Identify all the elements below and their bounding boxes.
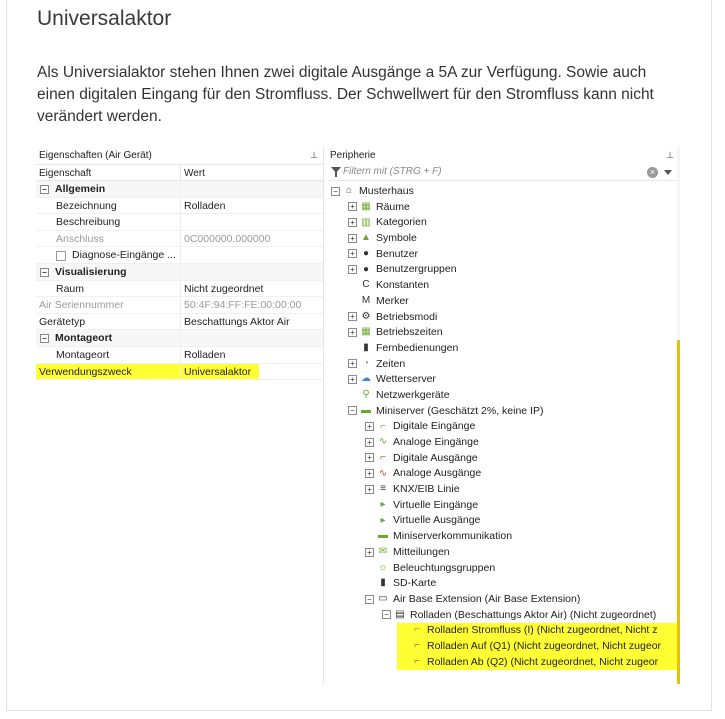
collapse-icon[interactable]: −	[365, 595, 374, 604]
analog-output-icon: ∿	[378, 467, 388, 479]
tree-item[interactable]	[327, 529, 680, 545]
tree-item-label: Analoge Ausgänge	[393, 467, 482, 480]
output-up-icon: ⌐	[414, 640, 420, 652]
expand-icon[interactable]: +	[365, 485, 374, 494]
constants-icon: C	[362, 279, 370, 291]
property-value[interactable]: Rolladen	[184, 199, 226, 212]
tree-item[interactable]	[327, 482, 680, 498]
property-label	[36, 181, 181, 197]
messages-icon: ✉	[378, 546, 388, 558]
expand-icon[interactable]: +	[365, 548, 374, 557]
pin-icon[interactable]: ⊥	[666, 150, 674, 160]
tree-item[interactable]	[327, 608, 680, 624]
communication-icon: ▬	[378, 530, 388, 542]
tree-item[interactable]	[397, 623, 680, 639]
tree-item-label: Virtuelle Ausgänge	[393, 514, 481, 527]
tree-item-label: Kategorien	[376, 216, 427, 229]
collapse-icon[interactable]: −	[40, 334, 49, 343]
property-label-text: Raum	[56, 282, 85, 295]
property-label-text: Montageort	[55, 332, 113, 345]
property-row[interactable]	[36, 347, 324, 364]
property-row[interactable]	[36, 264, 324, 281]
lighting-icon: ☼	[378, 561, 388, 573]
tree-item[interactable]	[327, 200, 680, 216]
rooms-icon: ▦	[361, 200, 371, 212]
flags-icon: M	[361, 295, 371, 307]
property-row[interactable]	[36, 198, 324, 215]
property-label-text: Air Seriennummer	[39, 299, 124, 312]
tree-item[interactable]	[327, 247, 680, 263]
tree-item-label: Beleuchtungsgruppen	[393, 561, 496, 574]
peripherie-header	[327, 147, 680, 164]
tree-item[interactable]	[327, 513, 680, 529]
intro-paragraph: Als Universialaktor stehen Ihnen zwei digitale Ausgänge a 5A zur Verfügung. Sowie auch einen digitalen Eingang für den Stromfluss. Der Schwellwert für den Stromfluss kann nicht verändert werden.	[37, 64, 654, 125]
property-label-text: Allgemein	[55, 183, 106, 195]
calendar-icon: ▦	[361, 326, 371, 338]
tree-item[interactable]	[327, 215, 680, 231]
tree-item[interactable]	[327, 561, 680, 577]
tree-item[interactable]	[327, 262, 680, 278]
tree-item[interactable]	[397, 655, 680, 671]
expand-icon[interactable]: +	[365, 453, 374, 462]
clear-icon[interactable]: ×	[647, 167, 658, 178]
tree-item-label: KNX/EIB Linie	[393, 483, 460, 496]
property-value[interactable]: 0C000000.000000	[184, 232, 271, 245]
property-label	[36, 214, 181, 230]
remote-icon: ▮	[363, 342, 369, 354]
property-row[interactable]	[36, 330, 324, 347]
properties-header	[36, 147, 324, 164]
property-value[interactable]	[181, 181, 324, 197]
tree-item[interactable]	[327, 372, 680, 388]
symbols-icon: ▲	[361, 232, 371, 244]
expand-icon[interactable]: +	[365, 438, 374, 447]
tree-item-label: Benutzergruppen	[376, 263, 457, 276]
tree-item[interactable]	[327, 184, 680, 200]
property-label-text: Bezeichnung	[56, 199, 117, 212]
property-label	[36, 330, 181, 346]
tree-item[interactable]	[327, 466, 680, 482]
property-label	[36, 347, 181, 363]
tree-item-label: Betriebszeiten	[376, 326, 443, 339]
property-value[interactable]: Universalaktor	[181, 364, 259, 380]
digital-output-icon: ⌐	[380, 451, 386, 463]
property-label	[36, 247, 181, 263]
expand-icon[interactable]: +	[365, 422, 374, 431]
expand-icon[interactable]: +	[348, 265, 357, 274]
tree-item[interactable]	[327, 278, 680, 294]
expand-icon[interactable]: +	[348, 218, 357, 227]
property-value[interactable]: 50:4F:94:FF:FE:00:00:00	[184, 299, 302, 312]
property-label-text: Gerätetyp	[39, 315, 86, 328]
properties-grid	[36, 181, 324, 380]
scrollbar-thumb[interactable]	[677, 340, 680, 684]
tree-item-label: Konstanten	[376, 279, 430, 292]
property-value[interactable]: Beschattungs Aktor Air	[184, 315, 290, 328]
property-label-text: Diagnose-Eingänge ...	[72, 249, 176, 262]
properties-title: Eigenschaften (Air Gerät)	[39, 150, 152, 161]
miniserver-icon: ▬	[361, 404, 371, 416]
tree-item[interactable]	[327, 545, 680, 561]
tree-item[interactable]	[327, 419, 680, 435]
tree-item-label: Digitale Eingänge	[393, 420, 476, 433]
tree-item[interactable]	[327, 310, 680, 326]
property-value[interactable]: Rolladen	[184, 348, 226, 361]
tree-item[interactable]	[327, 498, 680, 514]
property-row[interactable]	[36, 281, 324, 298]
peripherie-title: Peripherie	[330, 150, 376, 161]
tree-item[interactable]	[327, 576, 680, 592]
property-value[interactable]	[181, 330, 324, 346]
virtual-input-icon: ▸	[380, 498, 386, 510]
expand-icon[interactable]: +	[348, 202, 357, 211]
property-row[interactable]	[36, 231, 324, 248]
property-row[interactable]	[36, 297, 324, 314]
expand-icon[interactable]: +	[348, 312, 357, 321]
property-label-text: Visualisierung	[55, 265, 127, 278]
tree-item-label: Miniserverkommunikation	[393, 530, 513, 543]
peripherie-panel	[327, 147, 680, 684]
tree-item-label: Analoge Eingänge	[393, 436, 479, 448]
current-input-icon: ⌐	[414, 624, 420, 636]
tree-item-label: Virtuelle Eingänge	[393, 498, 479, 511]
tree-item[interactable]	[327, 592, 680, 608]
pin-icon[interactable]: ⊥	[310, 150, 318, 160]
collapse-icon[interactable]: −	[331, 187, 340, 196]
knx-icon: ≡	[380, 483, 386, 495]
tree-item-label: Merker	[376, 294, 409, 307]
tree-item-label: SD-Karte	[393, 577, 437, 590]
tree-item-label: Rolladen Ab (Q2) (Nicht zugeordnet, Nicht zugeor	[427, 655, 659, 668]
property-label-text: Montageort	[56, 348, 110, 361]
gear-icon: ⚙	[361, 310, 371, 322]
property-label	[36, 297, 181, 313]
property-row[interactable]	[36, 364, 324, 381]
checkbox[interactable]	[56, 251, 66, 261]
tree-item[interactable]	[327, 435, 680, 451]
tree-item-label: Benutzer	[376, 247, 419, 260]
tree-item-label: Rolladen Stromfluss (I) (Nicht zugeordnet, Nicht z	[427, 624, 658, 637]
tree-item-label: Rolladen Auf (Q1) (Nicht zugeordnet, Nicht zugeor	[427, 639, 662, 652]
clock-icon: ◔	[362, 357, 370, 369]
output-down-icon: ⌐	[414, 655, 420, 667]
filter-placeholder: Filtern mit (STRG + F)	[343, 166, 442, 177]
tree-item-label: Digitale Ausgänge	[393, 451, 478, 464]
property-row[interactable]	[36, 181, 324, 198]
weather-icon: ☁	[361, 373, 371, 385]
peripherie-tree	[327, 184, 680, 670]
page-title: Universalaktor	[37, 7, 172, 30]
filter-input[interactable]	[329, 164, 678, 181]
sdcard-icon: ▮	[380, 577, 386, 589]
tree-item[interactable]	[327, 231, 680, 247]
property-value[interactable]	[181, 247, 324, 263]
property-label-text: Verwendungszweck	[39, 365, 132, 378]
expand-icon[interactable]: +	[348, 234, 357, 243]
tree-item[interactable]	[327, 357, 680, 373]
property-label	[36, 281, 181, 297]
tree-item-label: Rolladen (Beschattungs Aktor Air) (Nicht zugeordnet)	[410, 608, 657, 621]
collapse-icon[interactable]: −	[348, 406, 357, 415]
expand-icon[interactable]: +	[365, 469, 374, 478]
analog-input-icon: ∿	[378, 436, 388, 448]
property-label	[36, 231, 181, 247]
tree-item-label: Air Base Extension (Air Base Extension)	[393, 592, 581, 605]
column-header-value[interactable]: Wert	[184, 168, 205, 179]
column-header-property[interactable]: Eigenschaft	[36, 165, 181, 180]
property-row[interactable]	[36, 214, 324, 231]
panel-divider[interactable]	[323, 147, 324, 684]
tree-item-label: Netzwerkgeräte	[376, 388, 450, 401]
filter-icon-stem	[335, 172, 337, 177]
categories-icon: ▥	[361, 216, 371, 228]
virtual-output-icon: ▸	[380, 514, 386, 526]
expand-icon[interactable]: +	[348, 328, 357, 337]
tree-item[interactable]	[327, 294, 680, 310]
digital-input-icon: ⌐	[380, 420, 386, 432]
property-label	[36, 364, 181, 380]
collapse-icon[interactable]: −	[40, 268, 49, 277]
property-value[interactable]	[181, 214, 324, 230]
property-label-text: Beschreibung	[56, 216, 121, 229]
expand-icon[interactable]: +	[348, 249, 357, 258]
property-label	[36, 198, 181, 214]
usergroups-icon: ●	[362, 263, 370, 275]
tree-item-label: Mitteilungen	[393, 545, 450, 558]
network-icon: ⚲	[362, 389, 370, 401]
tree-item-label: Betriebsmodi	[376, 310, 438, 323]
property-label	[36, 264, 181, 280]
tree-item-label: Räume	[376, 200, 410, 213]
tree-item-label: Fernbedienungen	[376, 341, 459, 354]
property-row[interactable]	[36, 314, 324, 331]
property-value[interactable]: Nicht zugeordnet	[184, 282, 264, 295]
tree-item-label: Wetterserver	[376, 373, 436, 386]
tree-item[interactable]	[327, 388, 680, 404]
tree-item[interactable]	[397, 639, 680, 655]
expand-icon[interactable]: +	[348, 375, 357, 384]
property-value[interactable]	[181, 264, 324, 280]
tree-item[interactable]	[327, 341, 680, 357]
tree-item-label: Miniserver (Geschätzt 2%, keine IP)	[376, 404, 544, 417]
collapse-icon[interactable]: −	[382, 610, 391, 619]
tree-item-label: Musterhaus	[359, 185, 414, 197]
tree-item[interactable]	[327, 404, 680, 420]
chevron-down-icon[interactable]	[664, 170, 672, 175]
tree-item[interactable]	[327, 325, 680, 341]
scrollbar-track[interactable]	[677, 147, 680, 340]
device-icon: ▤	[395, 608, 405, 620]
property-label-text: Anschluss	[56, 232, 104, 245]
tree-item-label: Symbole	[376, 232, 417, 245]
properties-column-headers	[36, 164, 324, 181]
properties-panel	[36, 147, 324, 684]
tree-item-label: Zeiten	[376, 357, 406, 370]
property-label	[36, 314, 181, 330]
expand-icon[interactable]: +	[348, 359, 357, 368]
collapse-icon[interactable]: −	[40, 185, 49, 194]
user-icon: ●	[362, 247, 370, 259]
tree-item[interactable]	[327, 451, 680, 467]
house-icon: ⌂	[345, 185, 353, 197]
extension-icon: ▭	[378, 593, 388, 605]
property-row[interactable]	[36, 247, 324, 264]
